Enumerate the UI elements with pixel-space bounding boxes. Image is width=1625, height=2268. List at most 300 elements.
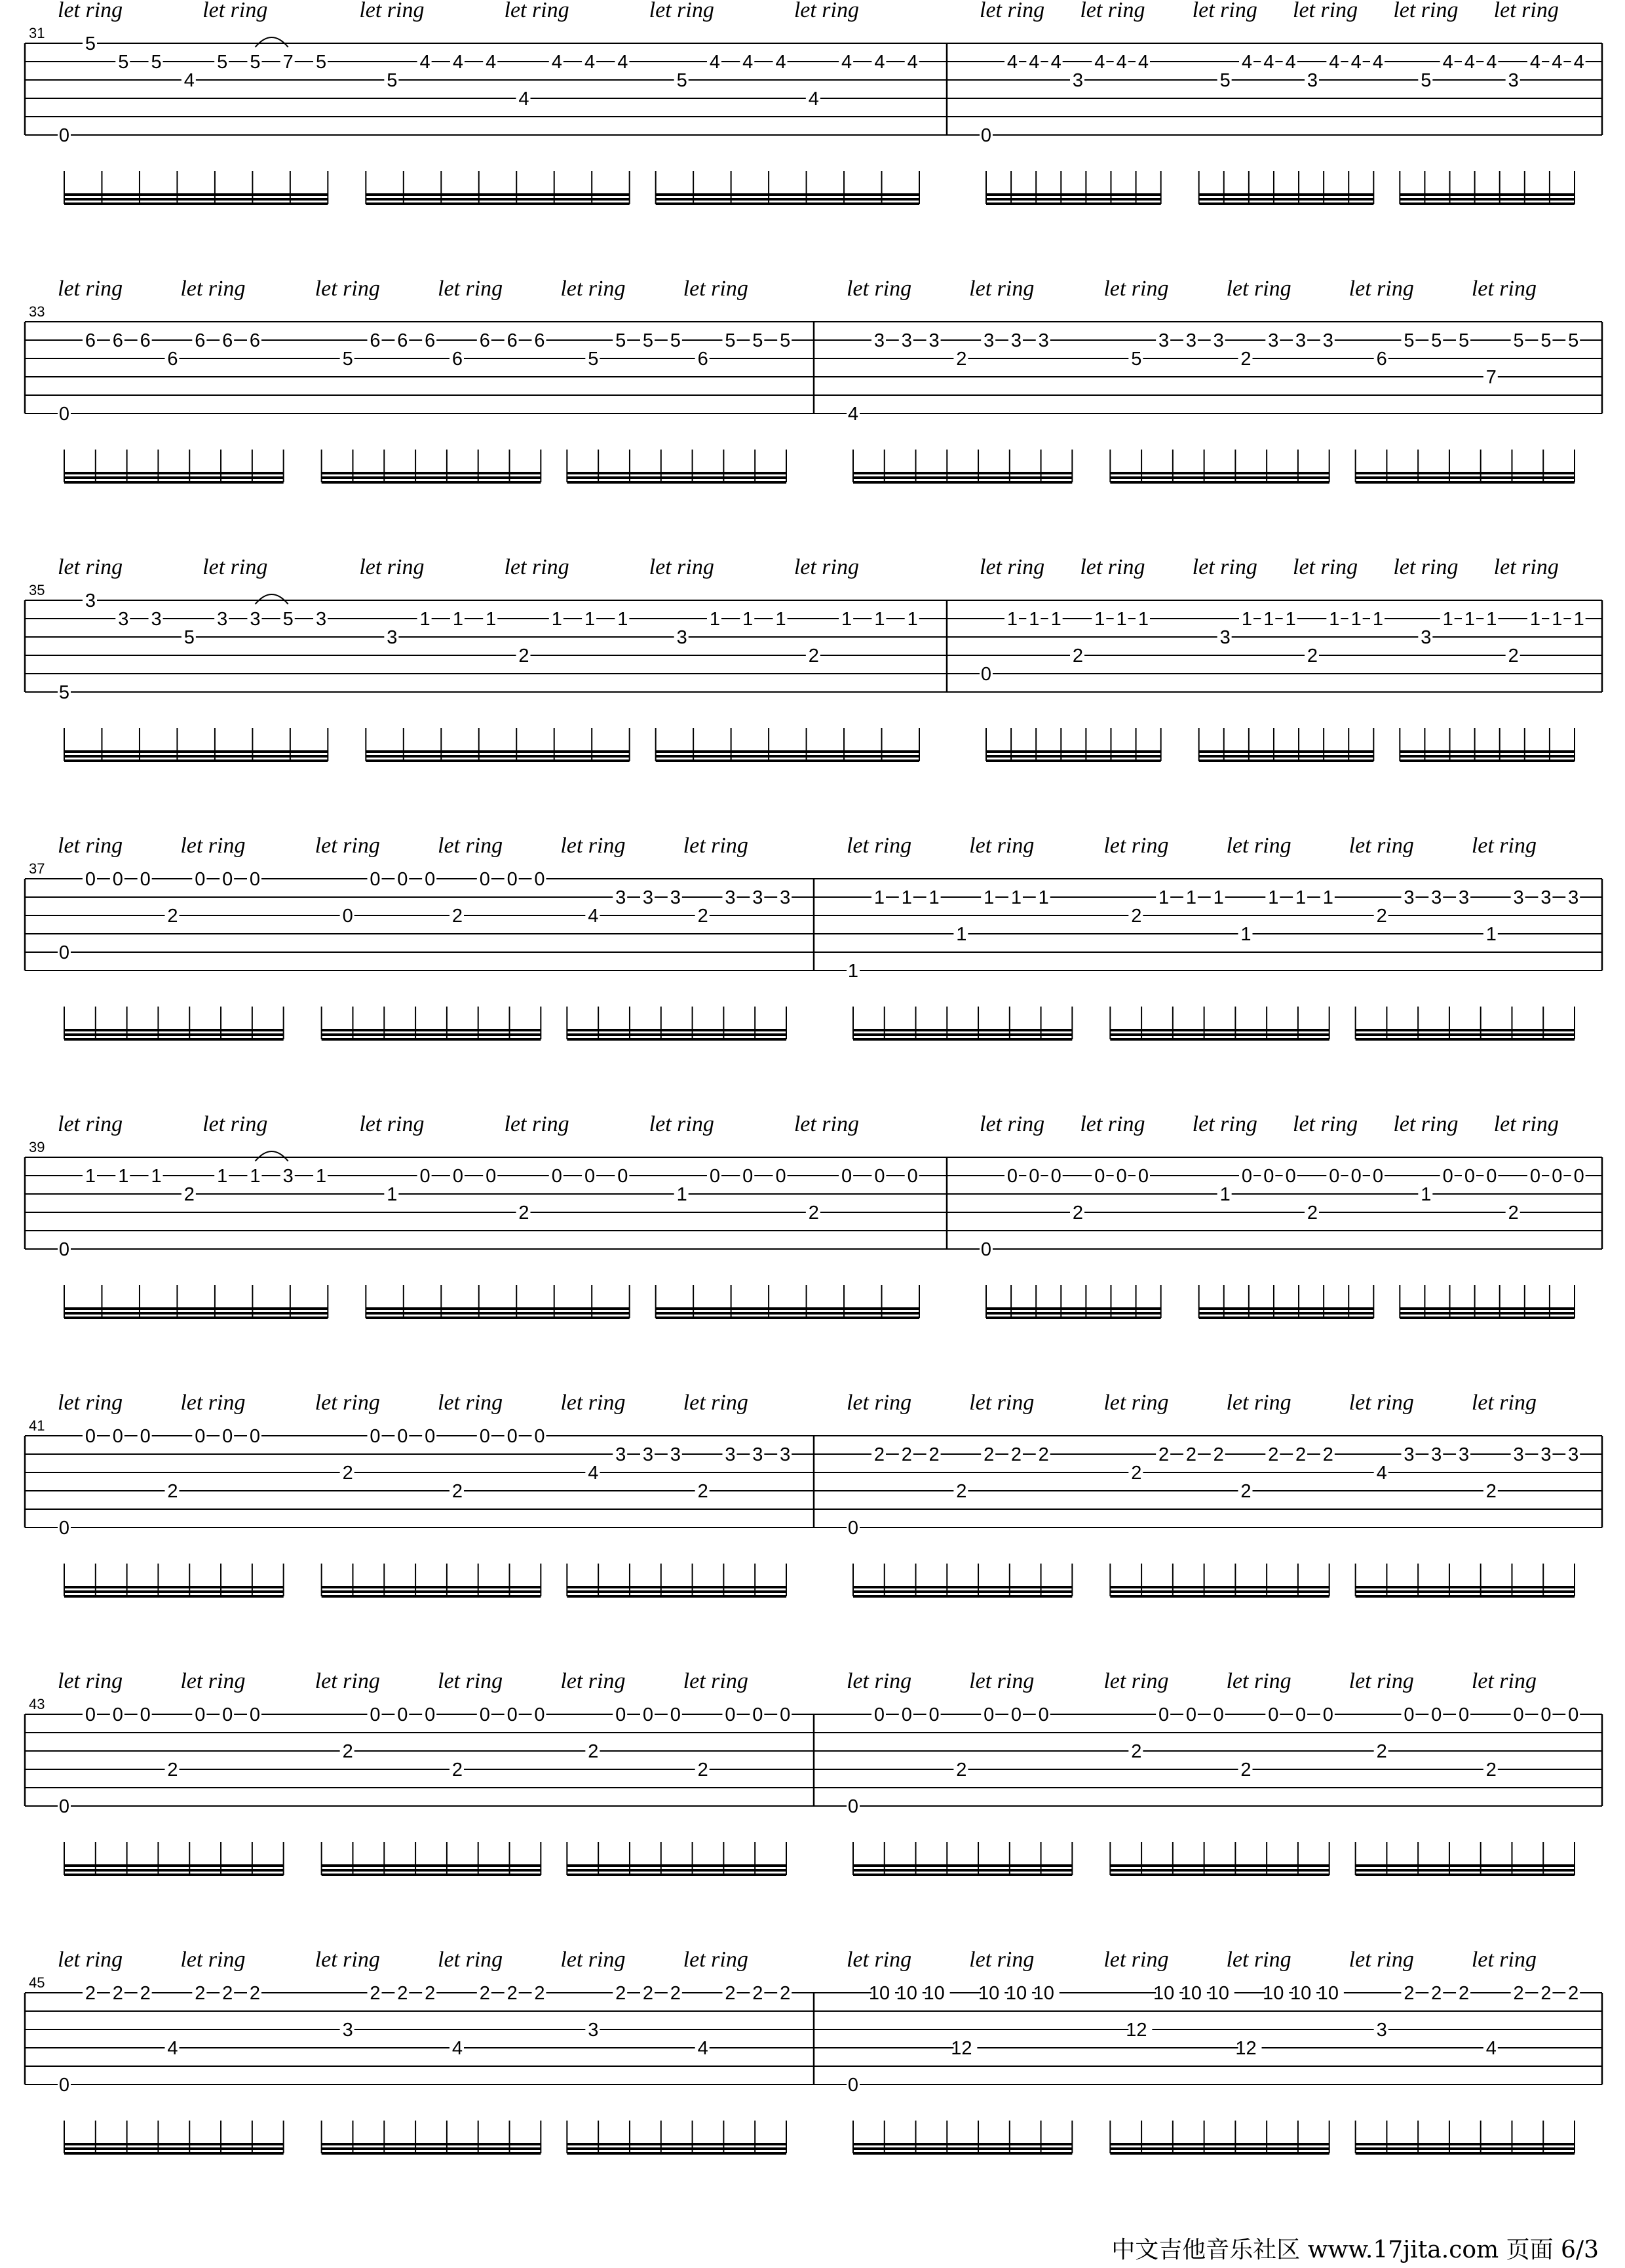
fret-number: 2 [1431, 1983, 1442, 2004]
fret-number: 2 [984, 1444, 995, 1465]
fret-number: 2 [167, 1759, 178, 1780]
fret-number: 0 [249, 1426, 261, 1447]
let-ring-label: let ring [1226, 834, 1291, 858]
fret-number: 0 [1050, 1166, 1061, 1187]
fret-number: 0 [140, 1704, 151, 1725]
fret-number: 0 [980, 664, 992, 685]
fret-number: 1 [1322, 887, 1333, 908]
fret-number: 10 [1005, 1983, 1027, 2004]
fret-number: 2 [507, 1983, 518, 2004]
fret-number: 3 [1185, 330, 1196, 351]
fret-number: 2 [1376, 1741, 1387, 1762]
let-ring-label: let ring [793, 1112, 860, 1136]
fret-number: 5 [588, 349, 599, 370]
fret-number: 1 [85, 1166, 96, 1187]
fret-number: 0 [112, 869, 123, 890]
fret-number: 0 [479, 1704, 490, 1725]
fret-number: 3 [387, 627, 398, 648]
fret-number: 1 [928, 887, 940, 908]
fret-number: 0 [670, 1704, 681, 1725]
page-footer: 中文吉他音乐社区 www.17jita.com 页面 6/3 [1111, 2237, 1599, 2263]
fret-number: 2 [725, 1983, 736, 2004]
fret-number: 4 [874, 52, 885, 73]
measure-number: 31 [29, 25, 45, 41]
fret-number: 6 [479, 330, 490, 351]
fret-number: 5 [282, 609, 294, 630]
let-ring-label: let ring [1080, 0, 1145, 22]
let-ring-label: let ring [438, 1391, 503, 1415]
fret-number: 10 [868, 1983, 890, 2004]
fret-number: 0 [425, 869, 436, 890]
fret-number: 3 [1568, 887, 1579, 908]
fret-number: 1 [617, 609, 628, 630]
fret-number: 2 [112, 1983, 123, 2004]
let-ring-label: let ring [649, 0, 714, 22]
fret-number: 3 [780, 1444, 791, 1465]
fret-number: 0 [841, 1166, 852, 1187]
fret-number: 1 [1094, 609, 1105, 630]
fret-number: 2 [901, 1444, 912, 1465]
fret-number: 3 [1376, 2020, 1387, 2041]
fret-number: 5 [315, 52, 327, 73]
fret-number: 1 [551, 609, 562, 630]
tie-arc [255, 1151, 288, 1161]
let-ring-label: let ring [1348, 277, 1414, 301]
fret-number: 3 [342, 2020, 353, 2041]
let-ring-label: let ring [1393, 0, 1459, 22]
fret-number: 4 [841, 52, 852, 73]
let-ring-label: let ring [315, 834, 380, 858]
fret-number: 0 [1513, 1704, 1524, 1725]
fret-number: 12 [951, 2038, 972, 2059]
fret-number: 1 [1116, 609, 1127, 630]
measure-number: 45 [29, 1974, 45, 1991]
fret-number: 2 [1485, 1759, 1497, 1780]
fret-number: 5 [1421, 70, 1432, 91]
fret-number: 7 [282, 52, 294, 73]
fret-number: 6 [370, 330, 381, 351]
fret-number: 1 [984, 887, 995, 908]
fret-number: 5 [1131, 349, 1142, 370]
fret-number: 3 [1540, 1444, 1552, 1465]
fret-number: 2 [1131, 1463, 1142, 1484]
fret-number: 0 [1329, 1166, 1340, 1187]
fret-number: 0 [534, 1704, 545, 1725]
let-ring-label: let ring [438, 1948, 503, 1972]
fret-number: 4 [775, 52, 786, 73]
fret-number: 0 [58, 1518, 70, 1539]
fret-number: 1 [1295, 887, 1307, 908]
fret-number: 5 [85, 33, 96, 54]
let-ring-label: let ring [1471, 834, 1537, 858]
fret-number: 0 [58, 1796, 70, 1817]
fret-number: 4 [588, 1463, 599, 1484]
fret-number: 3 [151, 609, 162, 630]
fret-number: 0 [425, 1704, 436, 1725]
fret-number: 3 [1307, 70, 1318, 91]
let-ring-label: let ring [1192, 0, 1257, 22]
fret-number: 3 [1010, 330, 1022, 351]
fret-number: 0 [222, 869, 233, 890]
fret-number: 5 [1458, 330, 1470, 351]
let-ring-label: let ring [1348, 1669, 1414, 1693]
fret-number: 2 [1158, 1444, 1170, 1465]
fret-number: 0 [1038, 1704, 1049, 1725]
fret-number: 0 [551, 1166, 562, 1187]
fret-number: 4 [419, 52, 430, 73]
let-ring-label: let ring [560, 1669, 626, 1693]
fret-number: 2 [479, 1983, 490, 2004]
fret-number: 2 [1213, 1444, 1224, 1465]
fret-number: 1 [315, 1166, 327, 1187]
let-ring-label: let ring [683, 1391, 748, 1415]
let-ring-label: let ring [315, 277, 380, 301]
let-ring-label: let ring [315, 1948, 380, 1972]
let-ring-label: let ring [683, 277, 748, 301]
let-ring-label: let ring [1226, 1669, 1291, 1693]
fret-number: 0 [479, 1426, 490, 1447]
fret-number: 1 [676, 1184, 687, 1205]
fret-number: 2 [808, 1202, 819, 1223]
let-ring-label: let ring [1493, 0, 1559, 22]
fret-number: 0 [486, 1166, 497, 1187]
fret-number: 4 [709, 52, 721, 73]
let-ring-label: let ring [180, 1948, 246, 1972]
let-ring-label: let ring [980, 555, 1045, 579]
fret-number: 5 [642, 330, 654, 351]
fret-number: 0 [195, 1426, 206, 1447]
fret-number: 2 [518, 645, 529, 666]
fret-number: 2 [956, 1481, 967, 1502]
fret-number: 3 [118, 609, 129, 630]
fret-number: 3 [1540, 887, 1552, 908]
let-ring-label: let ring [847, 834, 912, 858]
fret-number: 0 [1029, 1166, 1040, 1187]
fret-number: 6 [112, 330, 123, 351]
fret-number: 3 [752, 887, 763, 908]
fret-number: 1 [874, 609, 885, 630]
fret-number: 0 [222, 1704, 233, 1725]
measure-number: 41 [29, 1417, 45, 1434]
fret-number: 4 [1263, 52, 1274, 73]
fret-number: 2 [956, 1759, 967, 1780]
fret-number: 4 [617, 52, 628, 73]
fret-number: 2 [451, 906, 463, 927]
fret-number: 0 [370, 869, 381, 890]
fret-number: 1 [1285, 609, 1296, 630]
fret-number: 5 [615, 330, 626, 351]
let-ring-label: let ring [649, 1112, 714, 1136]
let-ring-label: let ring [1348, 834, 1414, 858]
fret-number: 2 [1072, 1202, 1084, 1223]
fret-number: 0 [1006, 1166, 1018, 1187]
fret-number: 5 [1219, 70, 1231, 91]
fret-number: 4 [1442, 52, 1453, 73]
fret-number: 10 [923, 1983, 945, 2004]
fret-number: 3 [1072, 70, 1084, 91]
let-ring-label: let ring [438, 277, 503, 301]
let-ring-label: let ring [359, 1112, 425, 1136]
fret-number: 3 [1158, 330, 1170, 351]
fret-number: 0 [1431, 1704, 1442, 1725]
fret-number: 2 [342, 1741, 353, 1762]
fret-number: 2 [615, 1983, 626, 2004]
fret-number: 0 [980, 125, 992, 146]
fret-number: 7 [1485, 367, 1497, 388]
fret-number: 0 [873, 1704, 885, 1725]
fret-number: 1 [1329, 609, 1340, 630]
fret-number: 2 [1376, 906, 1387, 927]
fret-number: 0 [85, 1704, 96, 1725]
fret-number: 2 [956, 349, 967, 370]
fret-number: 2 [1010, 1444, 1022, 1465]
fret-number: 4 [167, 2038, 178, 2059]
fret-number: 1 [709, 609, 721, 630]
fret-number: 3 [901, 330, 912, 351]
let-ring-label: let ring [649, 555, 714, 579]
fret-number: 0 [928, 1704, 940, 1725]
fret-number: 4 [697, 2038, 708, 2059]
fret-number: 0 [901, 1704, 912, 1725]
fret-number: 2 [1240, 1481, 1252, 1502]
fret-number: 0 [1372, 1166, 1384, 1187]
fret-number: 4 [1116, 52, 1127, 73]
fret-number: 3 [250, 609, 261, 630]
fret-number: 1 [1268, 887, 1279, 908]
fret-number: 4 [588, 906, 599, 927]
fret-number: 6 [249, 330, 261, 351]
fret-number: 0 [847, 2075, 859, 2096]
let-ring-label: let ring [1103, 1391, 1169, 1415]
fret-number: 0 [58, 1239, 70, 1260]
fret-number: 0 [140, 1426, 151, 1447]
fret-number: 0 [58, 125, 70, 146]
let-ring-label: let ring [58, 277, 123, 301]
fret-number: 0 [342, 906, 353, 927]
let-ring-label: let ring [58, 1391, 123, 1415]
fret-number: 1 [118, 1166, 129, 1187]
fret-number: 0 [370, 1426, 381, 1447]
fret-number: 5 [58, 682, 70, 703]
fret-number: 0 [1404, 1704, 1415, 1725]
fret-number: 0 [507, 1426, 518, 1447]
fret-number: 1 [901, 887, 912, 908]
fret-number: 3 [1431, 887, 1442, 908]
fret-number: 4 [584, 52, 596, 73]
let-ring-label: let ring [560, 834, 626, 858]
fret-number: 4 [1552, 52, 1563, 73]
fret-number: 0 [507, 869, 518, 890]
fret-number: 5 [1404, 330, 1415, 351]
let-ring-label: let ring [1471, 1391, 1537, 1415]
fret-number: 0 [775, 1166, 786, 1187]
let-ring-label: let ring [1192, 1112, 1257, 1136]
let-ring-label: let ring [1080, 555, 1145, 579]
let-ring-label: let ring [1393, 555, 1459, 579]
fret-number: 2 [697, 906, 708, 927]
let-ring-label: let ring [980, 0, 1045, 22]
fret-number: 3 [1431, 1444, 1442, 1465]
fret-number: 4 [1376, 1463, 1387, 1484]
fret-number: 6 [507, 330, 518, 351]
fret-number: 3 [780, 887, 791, 908]
fret-number: 5 [387, 70, 398, 91]
fret-number: 2 [928, 1444, 940, 1465]
fret-number: 4 [1529, 52, 1541, 73]
let-ring-label: let ring [980, 1112, 1045, 1136]
let-ring-label: let ring [58, 834, 123, 858]
fret-number: 4 [518, 88, 529, 109]
let-ring-label: let ring [683, 1669, 748, 1693]
fret-number: 5 [118, 52, 129, 73]
fret-number: 0 [425, 1426, 436, 1447]
fret-number: 10 [1263, 1983, 1284, 2004]
let-ring-label: let ring [683, 1948, 748, 1972]
fret-number: 6 [451, 349, 463, 370]
fret-number: 2 [222, 1983, 233, 2004]
fret-number: 1 [486, 609, 497, 630]
fret-number: 6 [195, 330, 206, 351]
let-ring-label: let ring [504, 0, 569, 22]
fret-number: 6 [1376, 349, 1387, 370]
fret-number: 1 [1486, 609, 1497, 630]
fret-number: 0 [617, 1166, 628, 1187]
fret-number: 2 [451, 1481, 463, 1502]
fret-number: 2 [167, 906, 178, 927]
fret-number: 1 [1219, 1184, 1231, 1205]
fret-number: 1 [1213, 887, 1224, 908]
fret-number: 2 [670, 1983, 681, 2004]
fret-number: 4 [1573, 52, 1584, 73]
fret-number: 1 [847, 961, 859, 982]
let-ring-label: let ring [1493, 1112, 1559, 1136]
fret-number: 1 [1529, 609, 1541, 630]
fret-number: 1 [742, 609, 754, 630]
let-ring-label: let ring [202, 555, 268, 579]
fret-number: 0 [584, 1166, 596, 1187]
fret-number: 2 [1508, 645, 1519, 666]
fret-number: 1 [584, 609, 596, 630]
fret-number: 5 [183, 627, 195, 648]
fret-number: 1 [1241, 609, 1253, 630]
let-ring-label: let ring [793, 555, 860, 579]
fret-number: 1 [1421, 1184, 1432, 1205]
fret-number: 4 [1094, 52, 1105, 73]
fret-number: 3 [928, 330, 940, 351]
fret-number: 0 [642, 1704, 654, 1725]
fret-number: 0 [195, 1704, 206, 1725]
measure-number: 37 [29, 860, 45, 877]
fret-number: 3 [282, 1166, 294, 1187]
fret-number: 0 [534, 869, 545, 890]
fret-number: 4 [452, 52, 463, 73]
fret-number: 2 [697, 1759, 708, 1780]
fret-number: 0 [222, 1426, 233, 1447]
fret-number: 12 [1126, 2020, 1147, 2041]
fret-number: 2 [780, 1983, 791, 2004]
fret-number: 0 [370, 1704, 381, 1725]
fret-number: 6 [397, 330, 408, 351]
fret-number: 3 [1458, 887, 1470, 908]
tie-arc [255, 37, 288, 47]
fret-number: 4 [183, 70, 195, 91]
fret-number: 2 [451, 1759, 463, 1780]
fret-number: 0 [58, 404, 70, 425]
fret-number: 1 [1464, 609, 1476, 630]
let-ring-label: let ring [1103, 834, 1169, 858]
let-ring-label: let ring [1226, 1948, 1291, 1972]
fret-number: 6 [534, 330, 545, 351]
fret-number: 3 [1268, 330, 1279, 351]
let-ring-label: let ring [560, 1391, 626, 1415]
fret-number: 1 [1442, 609, 1453, 630]
fret-number: 0 [752, 1704, 763, 1725]
measure-number: 39 [29, 1139, 45, 1155]
fret-number: 3 [1404, 887, 1415, 908]
fret-number: 0 [507, 1704, 518, 1725]
fret-number: 0 [1458, 1704, 1470, 1725]
fret-number: 2 [425, 1983, 436, 2004]
fret-number: 1 [1029, 609, 1040, 630]
fret-number: 1 [250, 1166, 261, 1187]
fret-number: 0 [249, 1704, 261, 1725]
fret-number: 2 [1185, 1444, 1196, 1465]
fret-number: 0 [1295, 1704, 1307, 1725]
fret-number: 4 [1464, 52, 1476, 73]
fret-number: 1 [151, 1166, 162, 1187]
fret-number: 1 [1485, 924, 1497, 945]
fret-number: 5 [676, 70, 687, 91]
fret-number: 0 [1094, 1166, 1105, 1187]
fret-number: 0 [1213, 1704, 1224, 1725]
fret-number: 0 [1568, 1704, 1579, 1725]
fret-number: 2 [1295, 1444, 1307, 1465]
fret-number: 0 [58, 942, 70, 963]
fret-number: 2 [642, 1983, 654, 2004]
let-ring-label: let ring [1103, 1948, 1169, 1972]
fret-number: 3 [670, 1444, 681, 1465]
fret-number: 2 [167, 1481, 178, 1502]
fret-number: 1 [1010, 887, 1022, 908]
fret-number: 2 [1307, 645, 1318, 666]
fret-number: 1 [1185, 887, 1196, 908]
let-ring-label: let ring [180, 277, 246, 301]
fret-number: 4 [907, 52, 918, 73]
fret-number: 12 [1235, 2038, 1257, 2059]
let-ring-label: let ring [1226, 1391, 1291, 1415]
let-ring-label: let ring [1293, 0, 1358, 22]
fret-number: 0 [984, 1704, 995, 1725]
let-ring-label: let ring [560, 1948, 626, 1972]
fret-number: 3 [676, 627, 687, 648]
let-ring-label: let ring [969, 1391, 1035, 1415]
fret-number: 10 [1290, 1983, 1312, 2004]
let-ring-label: let ring [1348, 1391, 1414, 1415]
fret-number: 0 [1138, 1166, 1149, 1187]
let-ring-label: let ring [1348, 1948, 1414, 1972]
tie-arc [255, 594, 288, 604]
let-ring-label: let ring [180, 1669, 246, 1693]
let-ring-label: let ring [1393, 1112, 1459, 1136]
fret-number: 2 [397, 1983, 408, 2004]
fret-number: 5 [780, 330, 791, 351]
let-ring-label: let ring [1103, 277, 1169, 301]
fret-number: 0 [847, 1796, 859, 1817]
fret-number: 2 [1072, 645, 1084, 666]
fret-number: 2 [1307, 1202, 1318, 1223]
fret-number: 2 [1131, 906, 1142, 927]
let-ring-label: let ring [1493, 555, 1559, 579]
